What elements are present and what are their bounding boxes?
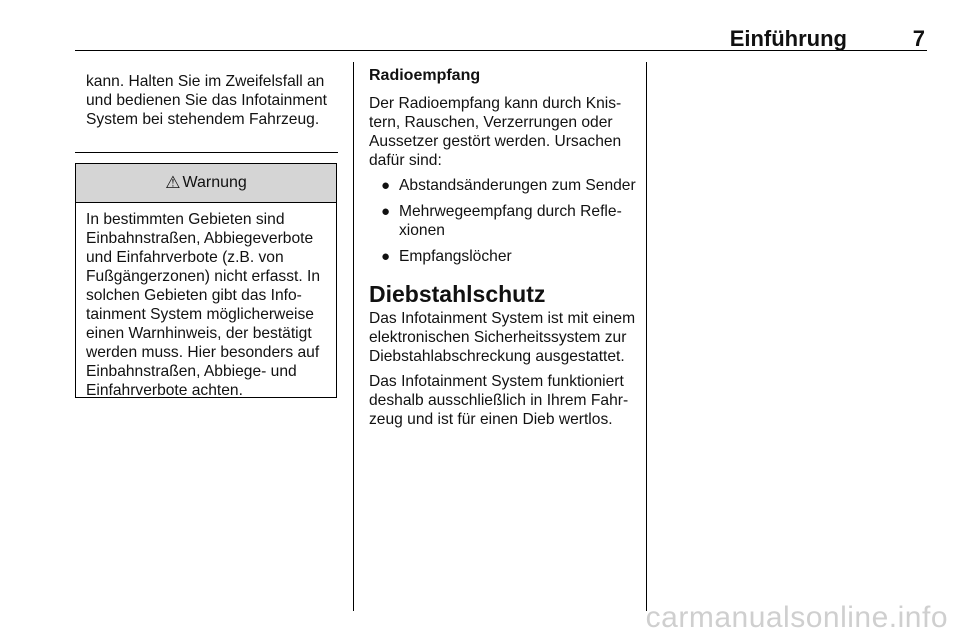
bullet-icon: ● (381, 177, 391, 194)
warning-text: In bestimmten Gebieten sind Einbahnstraßen, Abbiegeverbote und Einfahrverbote (z.B. von Fußgängerzonen) nicht erfasst. In solchen Gebieten gibt das Infotainment System möglicherweise einen Warnhinweis, der bestätigt werden muss. Hier besonders auf Einbahnstraßen, Abbiege- und Einfahrverbote achten. (86, 211, 321, 399)
bullet-icon: ● (381, 203, 391, 220)
warning-title: Warnung (182, 174, 247, 191)
list-item: ● Empfangslöcher (381, 248, 512, 265)
warning-triangle-icon: ⚠ (165, 173, 181, 192)
list-item: ● Mehrwegeempfang durch Reflexionen (381, 203, 622, 239)
theft-paragraph-1: Das Infotainment System ist mit einem elektronischen Sicherheitssystem zur Diebstahlabschreckung ausgestattet. (369, 310, 636, 365)
page-number: 7 (912, 26, 925, 51)
intro-paragraph: kann. Halten Sie im Zweifelsfall an und bedienen Sie das Infotainment System bei stehendem Fahrzeug. (86, 73, 328, 128)
list-item: ● Abstandsänderungen zum Sender (381, 177, 636, 194)
warning-header (76, 164, 336, 203)
radio-paragraph: Der Radioempfang kann durch Knistern, Rauschen, Verzerrungen oder Aussetzer gestört werden. Ursachen dafür sind: (369, 95, 622, 169)
intro-divider (75, 152, 338, 153)
watermark: carmanualsonline.info (645, 601, 948, 634)
column-divider-left (353, 62, 354, 611)
theft-heading: Diebstahlschutz (369, 281, 546, 307)
column-divider-right (646, 62, 647, 611)
theft-paragraph-2: Das Infotainment System funktioniert deshalb ausschließlich in Ihrem Fahrzeug und ist für einen Dieb wertlos. (369, 373, 629, 428)
middle-column (369, 66, 637, 429)
warning-box (75, 163, 337, 398)
bullet-icon: ● (381, 248, 391, 265)
page-header (75, 24, 927, 51)
radio-heading: Radioempfang (369, 67, 481, 84)
chapter-title: Einführung (729, 26, 847, 51)
radio-causes-list (369, 176, 637, 266)
